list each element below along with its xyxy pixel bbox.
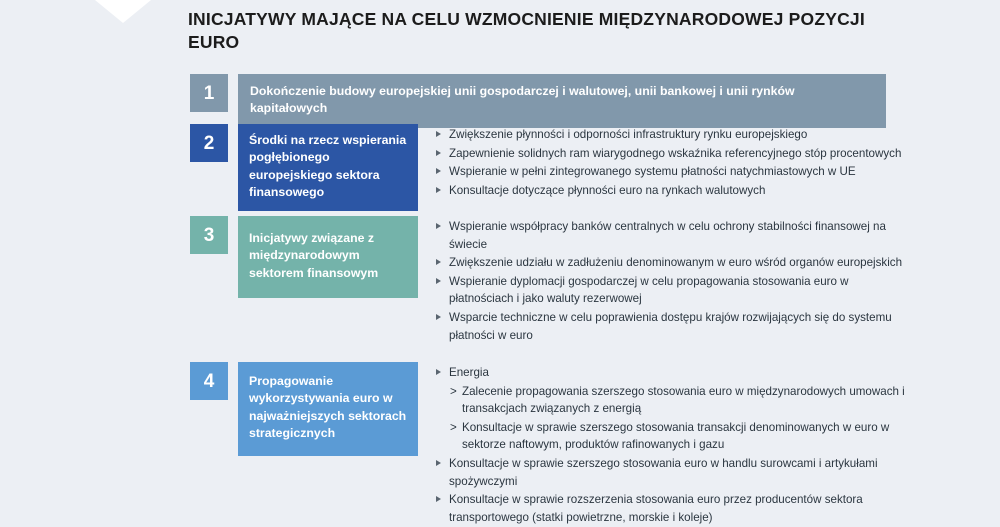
- initiative-item-4: [190, 362, 906, 527]
- list-item: [436, 163, 906, 181]
- list-item: [436, 364, 906, 382]
- item-bullet-list-2: [436, 124, 906, 200]
- triangle-notch-icon: [95, 0, 151, 23]
- triangle-right-bullet-icon: [436, 496, 441, 502]
- initiative-item-3: [190, 216, 906, 345]
- item-row: [190, 74, 886, 128]
- item-label-3: Inicjatywy związane z międzynarodowym sektorem finansowym: [238, 216, 418, 298]
- chevron-right-bullet-icon: >: [450, 420, 457, 434]
- triangle-right-bullet-icon: [436, 150, 441, 156]
- item-number-badge-3: 3: [190, 216, 228, 254]
- item-bullet-list-3: [436, 216, 906, 345]
- item-label-2: Środki na rzecz wspierania pogłębionego europejskiego sektora finansowego: [238, 124, 418, 211]
- triangle-right-bullet-icon: [436, 259, 441, 265]
- triangle-right-bullet-icon: [436, 314, 441, 320]
- list-item: [436, 491, 906, 526]
- sub-list-item: [450, 383, 906, 418]
- list-item-text: Wsparcie techniczne w celu poprawienia dostępu krajów rozwijających się do systemu płatności w euro: [449, 311, 892, 342]
- chevron-right-bullet-icon: >: [450, 384, 457, 398]
- item-row: [190, 216, 906, 345]
- list-item-text: Energia: [449, 366, 489, 379]
- item-label-1: Dokończenie budowy europejskiej unii gospodarczej i walutowej, unii bankowej i unii rynków kapitałowych: [238, 74, 886, 128]
- list-item: [436, 145, 906, 163]
- list-item-text: Zwiększenie płynności i odporności infrastruktury rynku europejskiego: [449, 128, 808, 141]
- list-item: [436, 182, 906, 200]
- list-item-text: Zapewnienie solidnych ram wiarygodnego wskaźnika referencyjnego stóp procentowych: [449, 146, 902, 160]
- list-item-text: Wspieranie współpracy banków centralnych w celu ochrony stabilności finansowej na świecie: [449, 220, 886, 251]
- triangle-right-bullet-icon: [436, 187, 441, 193]
- list-item-text: Wspieranie dyplomacji gospodarczej w celu propagowania stosowania euro w płatnościach i jako waluty rezerwowej: [449, 274, 849, 306]
- list-item: [436, 309, 906, 344]
- list-item-text: Wspieranie w pełni zintegrowanego systemu płatności natychmiastowych w UE: [449, 165, 856, 179]
- item-row: [190, 124, 906, 211]
- page-title: INICJATYWY MAJĄCE NA CELU WZMOCNIENIE MIĘDZYNARODOWEJ POZYCJI EURO: [188, 9, 865, 53]
- sub-list-item-text: Konsultacje w sprawie szerszego stosowania transakcji denominowanych w euro w sektorze naftowym, produktów rafinowanych i gazu: [462, 420, 890, 452]
- list-item-text: Konsultacje w sprawie szerszego stosowania euro w handlu surowcami i artykułami spożywczymi: [449, 457, 878, 488]
- triangle-right-bullet-icon: [436, 168, 441, 174]
- list-item: [436, 254, 906, 272]
- item-number-badge-2: 2: [190, 124, 228, 162]
- list-item-text: Zwiększenie udziału w zadłużeniu denominowanym w euro wśród organów europejskich: [449, 256, 903, 270]
- sub-list-item: [450, 419, 906, 454]
- list-item-text: Konsultacje w sprawie rozszerzenia stosowania euro przez producentów sektora transportowego (statki powietrzne, morskie i koleje): [449, 493, 863, 524]
- list-item: [436, 455, 906, 490]
- initiative-item-1: [190, 74, 886, 128]
- triangle-right-bullet-icon: [436, 278, 441, 284]
- sub-bullet-list: [450, 383, 906, 454]
- list-item: [436, 218, 906, 253]
- item-bullet-list-4: [436, 362, 906, 527]
- item-row: [190, 362, 906, 527]
- item-label-4: Propagowanie wykorzystywania euro w najważniejszych sektorach strategicznych: [238, 362, 418, 456]
- list-item: [436, 126, 906, 144]
- list-item: [436, 273, 906, 308]
- triangle-right-bullet-icon: [436, 460, 441, 466]
- sub-list-item-text: Zalecenie propagowania szerszego stosowania euro w międzynarodowych umowach i transakcjach związanych z energią: [462, 384, 905, 416]
- triangle-right-bullet-icon: [436, 223, 441, 229]
- list-item-text: Konsultacje dotyczące płynności euro na rynkach walutowych: [449, 183, 766, 197]
- initiative-item-2: [190, 124, 906, 211]
- triangle-right-bullet-icon: [436, 131, 441, 137]
- item-number-badge-1: 1: [190, 74, 228, 112]
- item-number-badge-4: 4: [190, 362, 228, 400]
- triangle-right-bullet-icon: [436, 369, 441, 375]
